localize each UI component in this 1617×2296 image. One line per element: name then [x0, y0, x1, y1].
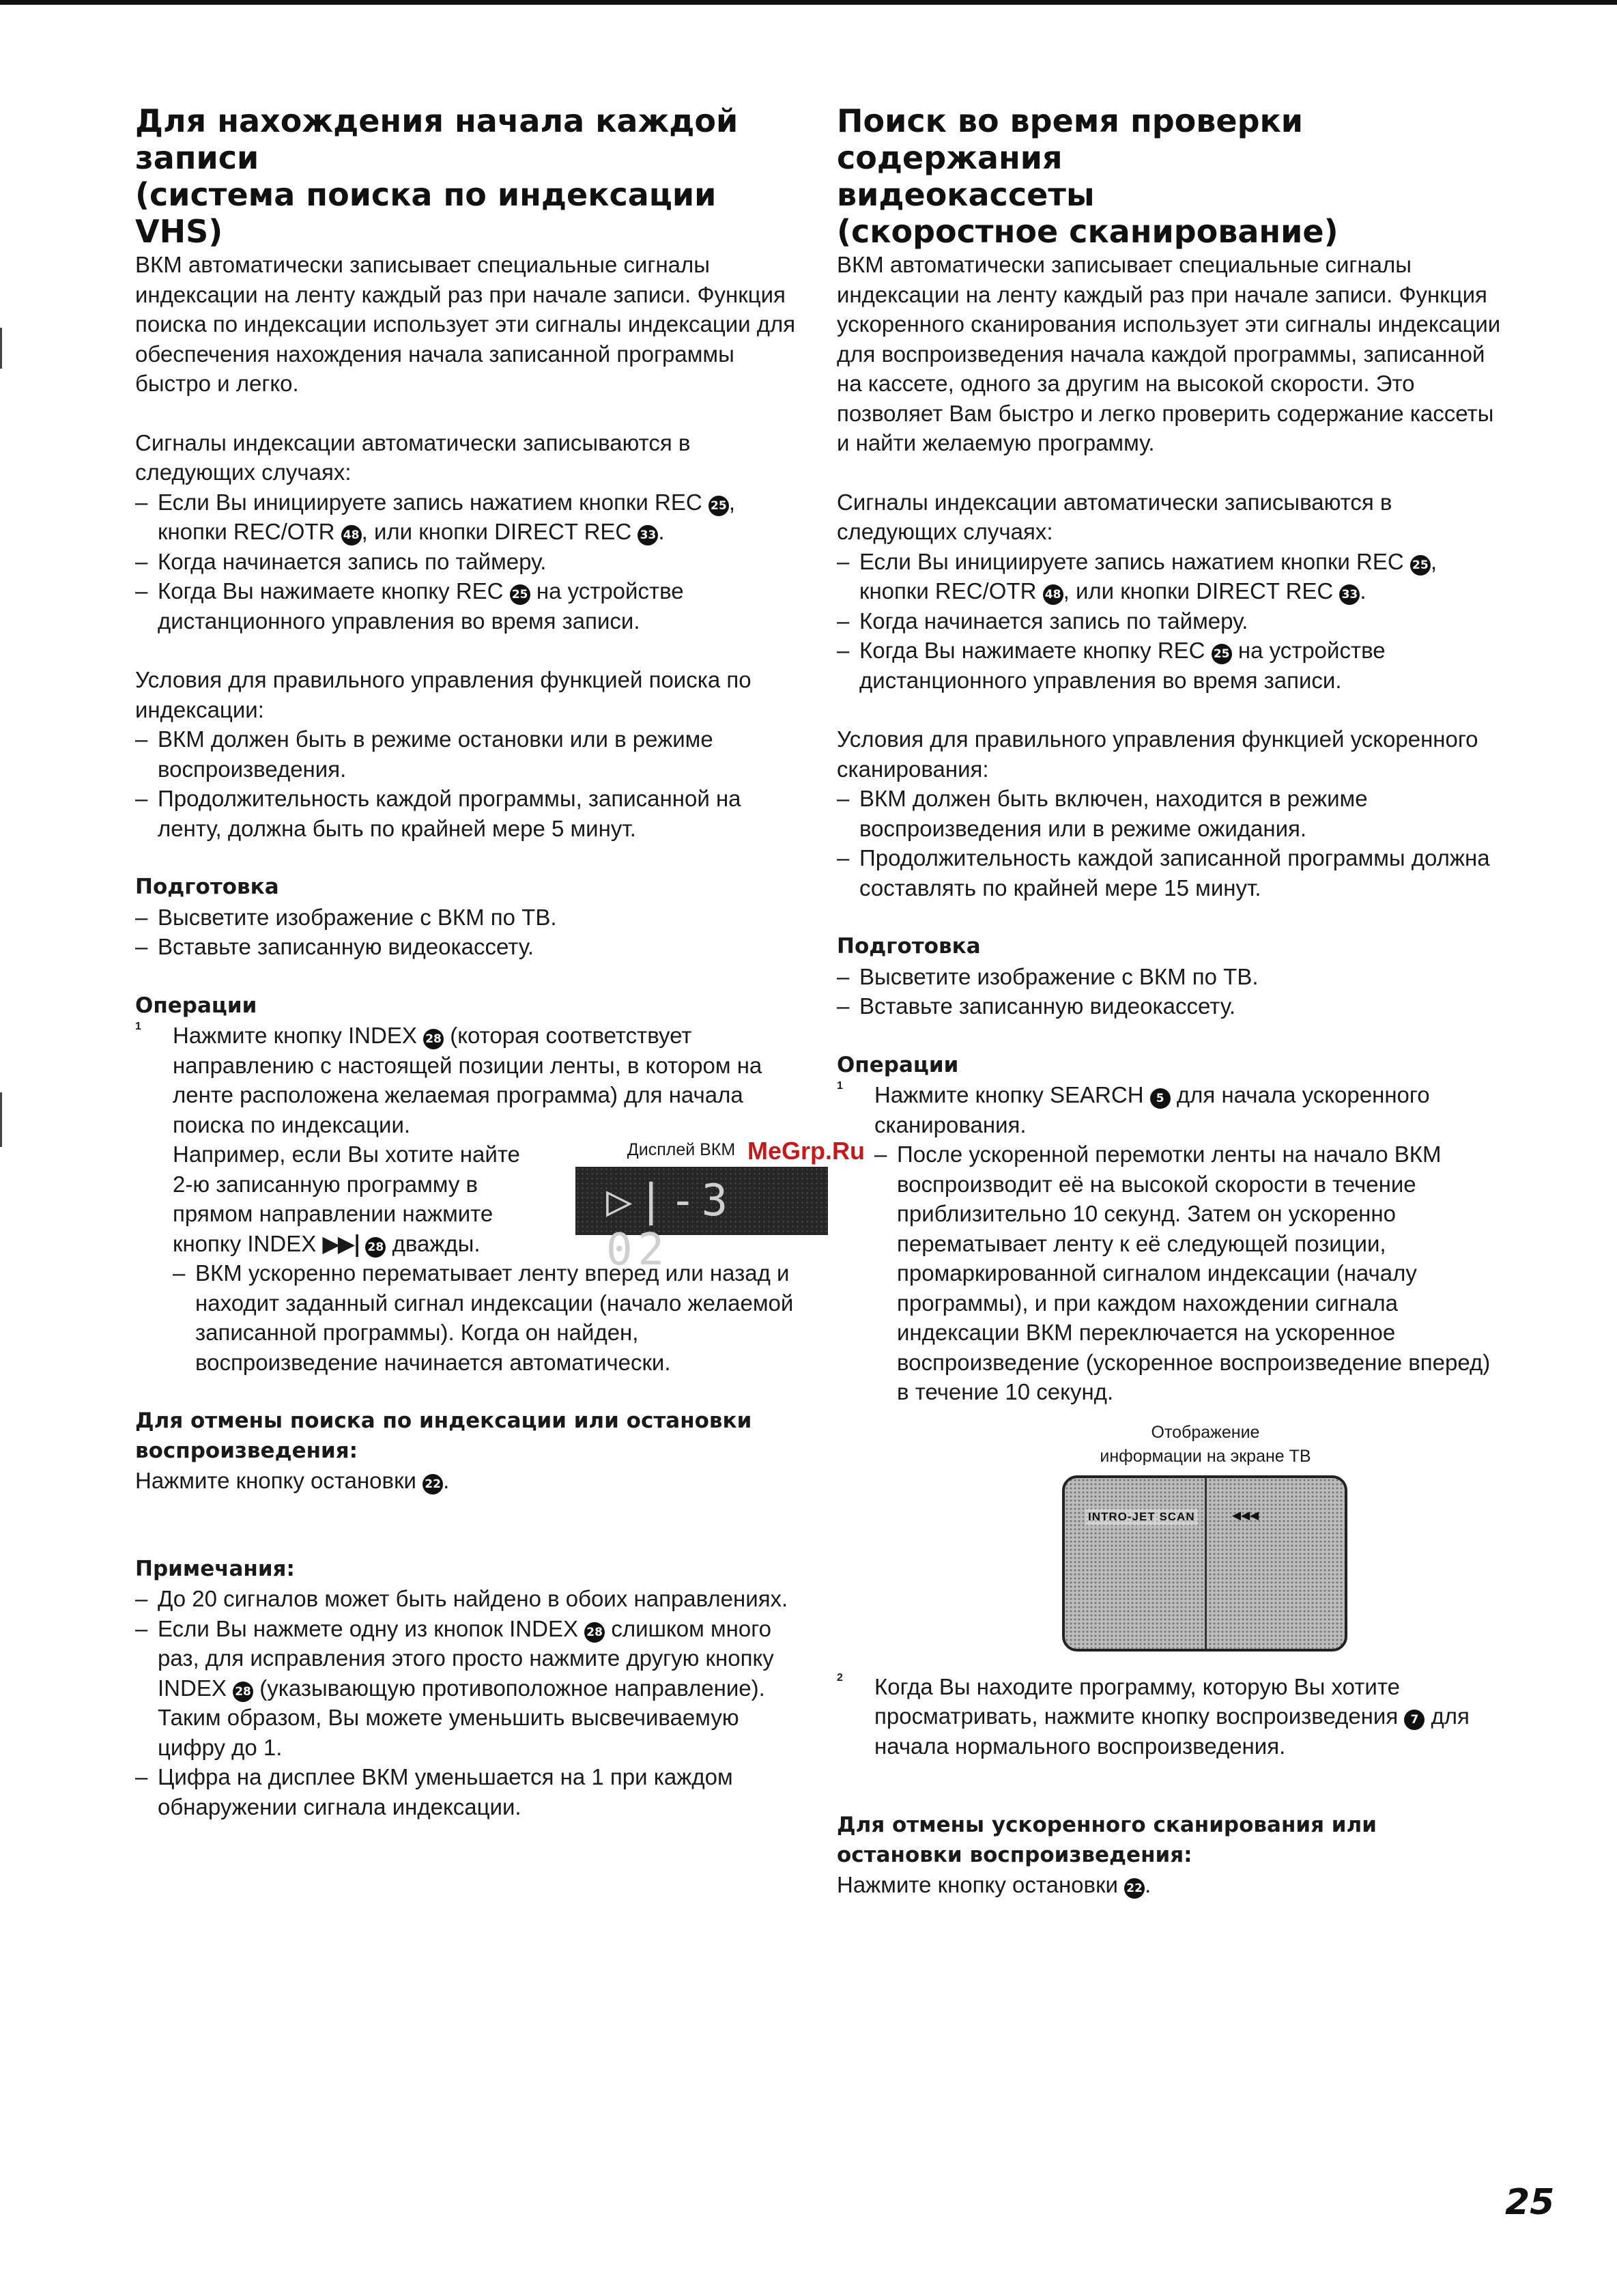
button-ref-icon: 5: [1150, 1088, 1171, 1109]
left-step1-sub: [173, 1258, 797, 1377]
left-step-1: 1 Нажмите кнопку INDEX 28 (которая соответствует направлению с настоящей позиции ленты, в котором на ленте расположена желаемая программа) для начала поиска по индексации. Например, если Вы хотите найте 2-ю записанную программу в прямом направлении нажмите кнопку INDEX ▶▶| 28 дважды. Дисплей ВКМ ▷|-3 02 – ВКМ ускоренно перематывает ленту вперед или назад и находит заданный сигнал индексации (начало желаемой записанной программы). Когда он найден, воспроизведение начинается автоматически.: [135, 1021, 797, 1377]
list-item: – После ускоренной перемотки ленты на начало ВКМ воспроизводит её на высокой скорости в течение приблизительно 10 секунд. Затем он ускоренно перематывает ленту к её следующей позиции, промаркированной сигналом индексации (началу программы), и при каждом нахождении сигнала индексации ВКМ переключается на ускоренное воспроизведение (ускоренное воспроизведение вперед) в течение 10 секунд.: [874, 1139, 1506, 1407]
right-step1-sub: [874, 1139, 1506, 1407]
skip-forward-icon: ▶▶|: [322, 1230, 360, 1257]
button-ref-icon: 28: [584, 1622, 605, 1643]
right-step-1: 1 Нажмите кнопку SEARCH 5 для начала ускоренного сканирования. – После ускоренной перемотки ленты на начало ВКМ воспроизводит её на высокой скорости в течение приблизительно 10 секунд. Затем он ускоренно перематывает ленту к её следующей позиции, промаркированной сигналом индексации (началу программы), и при каждом нахождении сигнала индексации ВКМ переключается на ускоренное воспроизведение (ускоренное воспроизведение вперед) в течение 10 секунд.: [837, 1080, 1506, 1407]
right-title-line3: (скоростное сканирование): [837, 213, 1339, 250]
left-title-line2: (система поиска по индексации VHS): [135, 176, 717, 250]
right-signals-intro: Сигналы индексации автоматически записываются в следующих случаях:: [837, 489, 1392, 544]
left-cancel-heading: Для отмены поиска по индексации или остановки воспроизведения:: [135, 1408, 752, 1463]
left-notes-heading: Примечания:: [135, 1556, 295, 1581]
step-number: 2: [837, 1671, 843, 1684]
button-ref-icon: 22: [1124, 1878, 1145, 1899]
left-title: [135, 102, 797, 250]
right-title-line1: Поиск во время проверки содержания: [837, 102, 1303, 176]
rewind-arrow-icon: ◀◀◀: [1232, 1508, 1259, 1522]
left-notes-list: [135, 1584, 797, 1822]
list-item: – ВКМ должен быть в режиме остановки или в режиме воспроизведения.: [135, 724, 797, 784]
button-ref-icon: 25: [709, 496, 729, 516]
right-conditions-intro: Условия для правильного управления функцией ускоренного сканирования:: [837, 726, 1478, 782]
tv-screen: [1062, 1475, 1347, 1652]
button-ref-icon: 28: [423, 1029, 444, 1049]
button-ref-icon: 48: [1043, 584, 1063, 605]
list-item: – Если Вы инициируете запись нажатием кнопки REC 25, кнопки REC/OTR 48, или кнопки DIRECT REC 33.: [135, 487, 797, 547]
list-item: – ВКМ ускоренно перематывает ленту вперед или назад и находит заданный сигнал индексации (начало желаемой записанной программы). Когда он найден, воспроизведение начинается автоматически.: [173, 1258, 797, 1377]
list-item: – Продолжительность каждой записанной программы должна составлять по крайней мере 15 минут.: [837, 843, 1506, 903]
left-title-line1: Для нахождения начала каждой записи: [135, 102, 739, 176]
button-ref-icon: 48: [341, 525, 362, 545]
button-ref-icon: 25: [510, 584, 530, 605]
left-cancel-text: Нажмите кнопку остановки 22.: [135, 1468, 450, 1493]
tv-osd-figure: [1062, 1421, 1349, 1652]
right-cancel-text: Нажмите кнопку остановки 22.: [837, 1872, 1151, 1897]
vcr-display-caption: Дисплей ВКМ: [627, 1140, 736, 1159]
list-item: – Когда Вы нажимаете кнопку REC 25 на устройстве дистанционного управления во время записи.: [135, 576, 797, 636]
list-item: – ВКМ должен быть включен, находится в режиме воспроизведения или в режиме ожидания.: [837, 784, 1506, 843]
left-prep-list: [135, 903, 797, 962]
vcr-display: [575, 1167, 828, 1275]
list-item: – Цифра на дисплее ВКМ уменьшается на 1 при каждом обнаружении сигнала индексации.: [135, 1762, 797, 1822]
right-ops-heading: Операции: [837, 1052, 959, 1077]
list-item: – Вставьте записанную видеокассету.: [837, 991, 1506, 1021]
vcr-display-readout: ▷|-3 02: [606, 1176, 734, 1275]
left-conditions-intro: Условия для правильного управления функцией поиска по индексации:: [135, 667, 752, 722]
left-prep-heading: Подготовка: [135, 875, 279, 899]
right-title-line2: видеокассеты: [837, 176, 1095, 213]
tv-caption: Отображение информации на экране ТВ: [1100, 1422, 1311, 1466]
button-ref-icon: 25: [1410, 555, 1431, 576]
list-item: – Когда Вы нажимаете кнопку REC 25 на устройстве дистанционного управления во время записи.: [837, 636, 1506, 695]
button-ref-icon: 28: [233, 1682, 253, 1702]
right-title: [837, 102, 1506, 250]
list-item: – До 20 сигналов может быть найдено в обоих направлениях.: [135, 1584, 797, 1614]
right-conditions-list: [837, 784, 1506, 903]
edge-mark: [0, 1092, 2, 1147]
list-item: – Вставьте записанную видеокассету.: [135, 932, 797, 962]
tv-screen-divider: [1205, 1478, 1207, 1649]
right-cancel-heading: Для отмены ускоренного сканирования или остановки воспроизведения:: [837, 1813, 1377, 1867]
top-border: [0, 0, 1617, 5]
button-ref-icon: 25: [1212, 644, 1232, 664]
button-ref-icon: 7: [1404, 1710, 1425, 1730]
example-block: Например, если Вы хотите найте 2-ю записанную программу в прямом направлении нажмите кнопку INDEX ▶▶| 28 дважды. Дисплей ВКМ ▷|-3 02: [173, 1139, 797, 1258]
left-ops-heading: Операции: [135, 993, 257, 1018]
list-item: – Продолжительность каждой программы, записанной на ленту, должна быть по крайней мере 5 минут.: [135, 784, 797, 843]
right-step-2: 2 Когда Вы находите программу, которую Вы хотите просматривать, нажмите кнопку воспроизведения 7 для начала нормального воспроизведения.: [837, 1671, 1470, 1759]
right-signals-list: [837, 547, 1506, 696]
left-column: [135, 102, 797, 1822]
page-number: 25: [1505, 2182, 1555, 2223]
left-conditions-list: [135, 724, 797, 843]
list-item: – Когда начинается запись по таймеру.: [135, 547, 797, 577]
right-prep-heading: Подготовка: [837, 934, 981, 959]
watermark: MeGrp.Ru: [747, 1137, 865, 1165]
list-item: – Если Вы инициируете запись нажатием кнопки REC 25, кнопки REC/OTR 48, или кнопки DIRECT REC 33.: [837, 547, 1506, 606]
list-item: – Если Вы нажмете одну из кнопок INDEX 28 слишком много раз, для исправления этого просто нажмите другую кнопку INDEX 28 (указывающую противоположное направление). Таким образом, Вы можете уменьшить высвечиваемую цифру до 1.: [135, 1614, 797, 1763]
left-signals-intro: Сигналы индексации автоматически записываются в следующих случаях:: [135, 429, 691, 485]
left-intro: ВКМ автоматически записывает специальные сигналы индексации на ленту каждый раз при начале записи. Функция поиска по индексации использует эти сигналы индексации для обеспечения нахождения начала записанной программы быстро и легко.: [135, 252, 796, 396]
right-intro: ВКМ автоматически записывает специальные сигналы индексации на ленту каждый раз при начале записи. Функция ускоренного сканирования использует эти сигналы индексации для воспроизведения начала каждой программы, записанной на кассете, одного за другим на высокой скорости. Это позволяет Вам быстро и легко проверить содержание кассеты и найти желаемую программу.: [837, 252, 1501, 455]
step-number: 1: [837, 1080, 843, 1092]
button-ref-icon: 22: [423, 1474, 443, 1494]
step-number: 1: [135, 1021, 141, 1032]
left-signals-list: [135, 487, 797, 636]
button-ref-icon: 33: [638, 525, 658, 545]
right-prep-list: [837, 962, 1506, 1021]
list-item: – Высветите изображение с ВКМ по ТВ.: [135, 903, 797, 933]
tv-osd-label: INTRO-JET SCAN: [1085, 1509, 1198, 1525]
edge-mark: [0, 328, 2, 369]
button-ref-icon: 33: [1339, 584, 1360, 605]
button-ref-icon: 28: [365, 1237, 386, 1258]
list-item: – Когда начинается запись по таймеру.: [837, 606, 1506, 636]
list-item: – Высветите изображение с ВКМ по ТВ.: [837, 962, 1506, 992]
right-column: [837, 102, 1506, 1900]
